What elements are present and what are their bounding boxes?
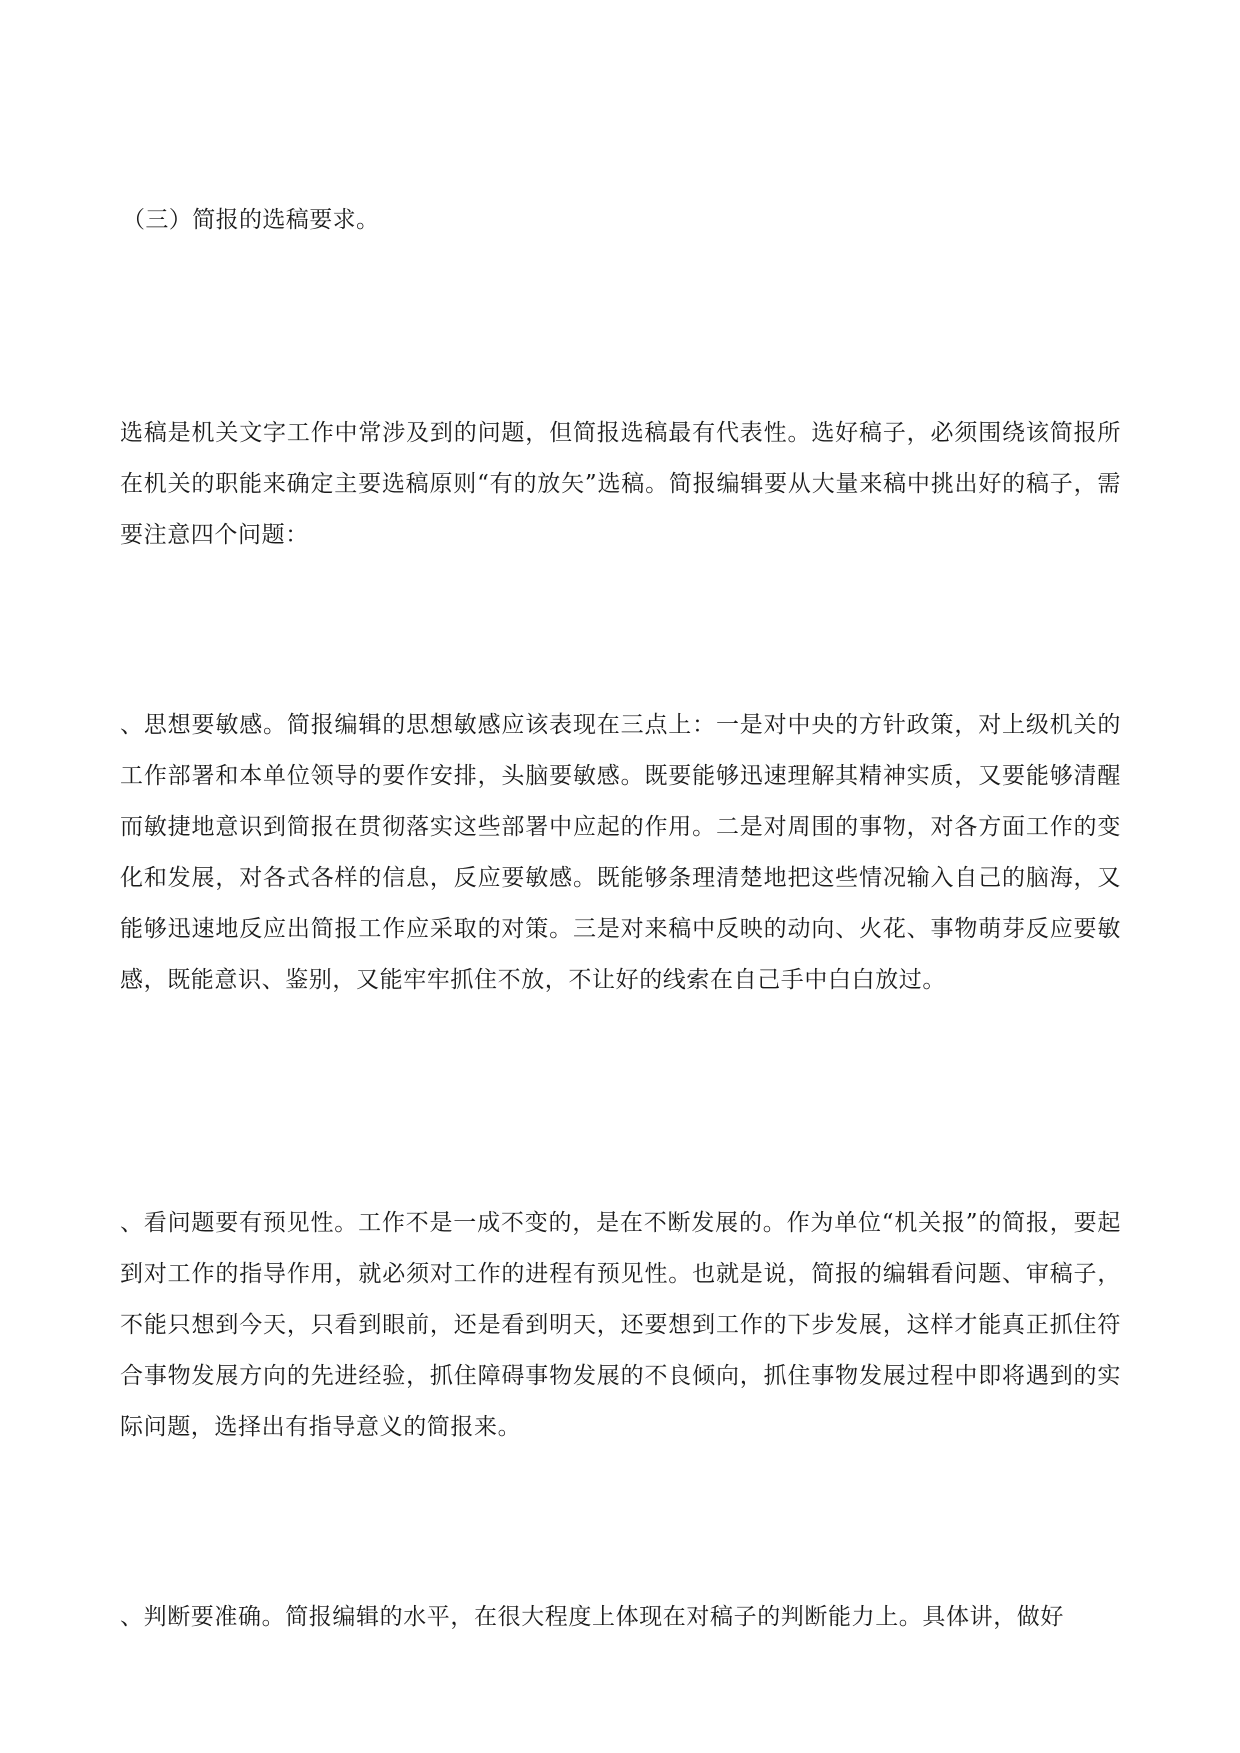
paragraph-judgment: 、判断要准确。简报编辑的水平，在很大程度上体现在对稿子的判断能力上。具体讲，做好 <box>120 1604 1064 1630</box>
paragraph-foresight: 、看问题要有预见性。工作不是一成不变的，是在不断发展的。作为单位“机关报”的简报，要起到对工作的指导作用，就必须对工作的进程有预见性。也就是说，简报的编辑看问题、审稿子，不能只想到今天，只看到眼前，还是看到明天，还要想到工作的下步发展，这样才能真正抓住符合事物发展方向的先进经验，抓住障碍事物发展的不良倾向，抓住事物发展过程中即将遇到的实际问题，选择出有指导意义的简报来。 <box>120 1210 1121 1440</box>
section-heading: （三）简报的选稿要求。 <box>122 207 380 233</box>
paragraph-intro: 选稿是机关文字工作中常涉及到的问题，但简报选稿最有代表性。选好稿子，必须围绕该简报所在机关的职能来确定主要选稿原则“有的放矢”选稿。简报编辑要从大量来稿中挑出好的稿子，需要注意四个问题： <box>120 420 1121 548</box>
paragraph-sensitivity: 、思想要敏感。简报编辑的思想敏感应该表现在三点上：一是对中央的方针政策，对上级机关的工作部署和本单位领导的要作安排，头脑要敏感。既要能够迅速理解其精神实质，又要能够清醒而敏捷地意识到简报在贯彻落实这些部署中应起的作用。二是对周围的事物，对各方面工作的变化和发展，对各式各样的信息，反应要敏感。既能够条理清楚地把这些情况输入自己的脑海，又能够迅速地反应出简报工作应采取的对策。三是对来稿中反映的动向、火花、事物萌芽反应要敏感，既能意识、鉴别，又能牢牢抓住不放，不让好的线索在自己手中白白放过。 <box>120 712 1121 993</box>
